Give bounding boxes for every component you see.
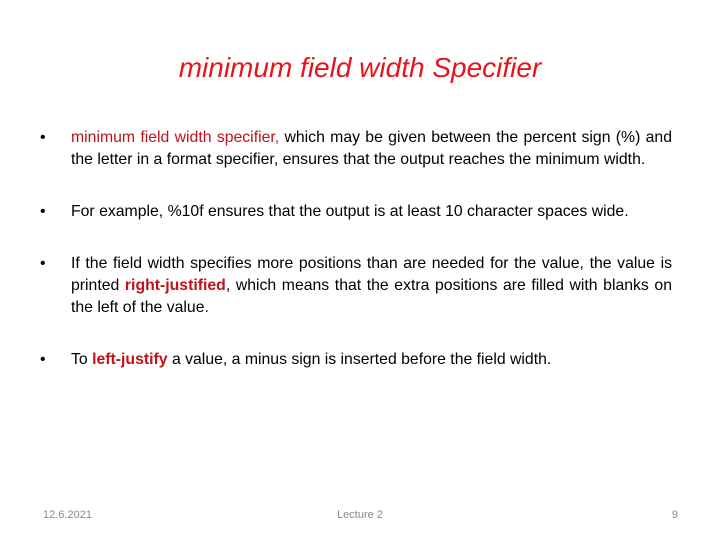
bullet-list xyxy=(40,127,672,371)
bullet-item xyxy=(40,253,672,319)
bullet-item xyxy=(40,201,672,223)
slide-title: minimum field width Specifier xyxy=(178,52,542,83)
bullet-text-before: If the field width specifies more positions than are needed for the value, the value is printed xyxy=(71,255,672,294)
footer-date: 12.6.2021 xyxy=(43,509,92,521)
highlighted-term: left-justify xyxy=(92,351,168,368)
footer-lecture: Lecture 2 xyxy=(337,509,383,521)
highlighted-term: right-justified xyxy=(124,277,226,294)
bullet-text-after: a value, a minus sign is inserted before the field width. xyxy=(167,351,552,368)
bullet-text: For example, %10f ensures that the output is at least 10 character spaces wide. xyxy=(71,203,629,220)
bullet-marker: • xyxy=(40,129,46,146)
bullet-marker: • xyxy=(40,351,46,368)
bullet-item xyxy=(40,127,672,171)
bullet-text-after: , which means that the extra positions are filled with blanks on the left of the value. xyxy=(71,277,672,316)
highlighted-term: minimum field width specifier, xyxy=(71,129,280,146)
bullet-text: which may be given between the percent sign (%) and the letter in a format specifier, ensures that the output reaches the minimum width. xyxy=(71,129,673,168)
bullet-marker: • xyxy=(40,203,46,220)
bullet-text-before: To xyxy=(71,351,93,368)
footer-page-number: 9 xyxy=(671,509,678,521)
bullet-item xyxy=(40,349,672,371)
bullet-marker: • xyxy=(40,255,46,272)
